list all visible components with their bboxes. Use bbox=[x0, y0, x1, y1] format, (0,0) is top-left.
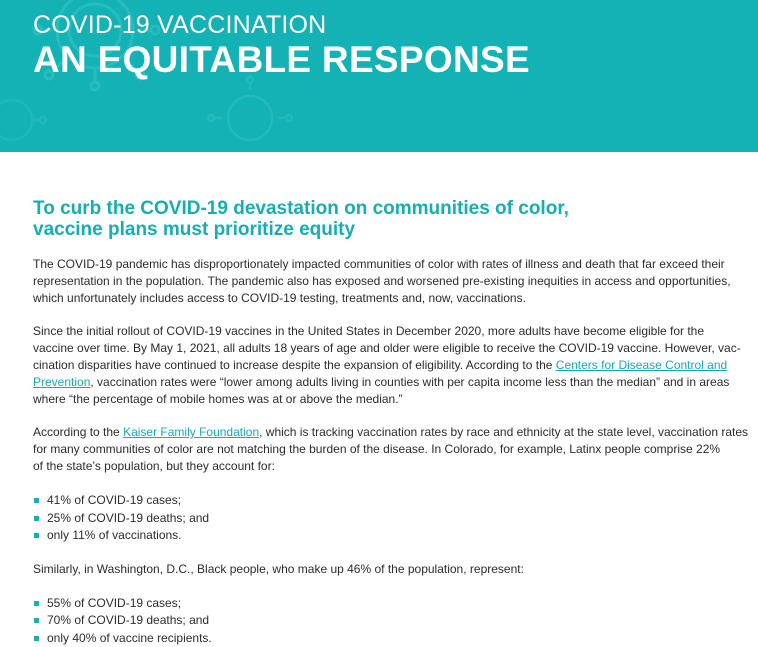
list-item-text: only 11% of vaccinations. bbox=[47, 528, 182, 542]
paragraph-line bbox=[33, 424, 713, 441]
bullet-square-icon bbox=[34, 618, 39, 623]
list-item-text: 70% of COVID-19 deaths; and bbox=[47, 613, 209, 627]
paragraph-line bbox=[33, 374, 713, 391]
list-item-text: 25% of COVID-19 deaths; and bbox=[47, 511, 209, 525]
article-headline bbox=[33, 198, 713, 240]
list-item-text: 55% of COVID-19 cases; bbox=[47, 596, 181, 610]
paragraph-line: of the state’s population, but they account for: bbox=[33, 458, 713, 475]
paragraph-text: , which is tracking vaccination rates by race and ethnicity at the state level, vaccination rates bbox=[259, 425, 748, 439]
banner-title: AN EQUITABLE RESPONSE bbox=[33, 39, 530, 81]
paragraph-text: cination disparities have continued to increase despite the expansion of eligibility. According to the bbox=[33, 358, 556, 372]
bullet-square-icon bbox=[34, 498, 39, 503]
paragraph-rollout bbox=[33, 323, 713, 408]
paragraph-line: which unfortunately includes access to COVID-19 testing, treatments and, now, vaccinations. bbox=[33, 290, 713, 307]
paragraph-intro bbox=[33, 256, 713, 307]
paragraph-line: representation in the population. The pandemic also has exposed and worsened pre-existing inequities in access and opportunities, bbox=[33, 273, 713, 290]
list-item bbox=[33, 510, 713, 528]
colorado-stats-list bbox=[33, 492, 713, 545]
cdc-link-continued[interactable]: Prevention bbox=[33, 375, 90, 389]
list-item bbox=[33, 527, 713, 545]
paragraph-line: vaccine over time. By May 1, 2021, all adults 18 years of age and older were eligible to receive the COVID-19 vaccine. However, vac- bbox=[33, 340, 713, 357]
list-item-text: only 40% of vaccine recipients. bbox=[47, 631, 212, 645]
paragraph-line bbox=[33, 357, 713, 374]
paragraph-line: for many communities of color are not matching the burden of the disease. In Colorado, for example, Latinx people comprise 22% bbox=[33, 441, 713, 458]
paragraph-colorado bbox=[33, 424, 713, 475]
paragraph-text: According to the bbox=[33, 425, 123, 439]
bullet-square-icon bbox=[34, 533, 39, 538]
list-item bbox=[33, 492, 713, 510]
paragraph-line: The COVID-19 pandemic has disproportionately impacted communities of color with rates of illness and death that far exceed their bbox=[33, 256, 713, 273]
list-item bbox=[33, 612, 713, 630]
washington-stats-list bbox=[33, 595, 713, 647]
header-banner bbox=[0, 0, 758, 152]
headline-line-2: vaccine plans must prioritize equity bbox=[33, 219, 713, 240]
paragraph-line: Since the initial rollout of COVID-19 vaccines in the United States in December 2020, more adults have become eligible for the bbox=[33, 323, 713, 340]
kff-link[interactable]: Kaiser Family Foundation bbox=[123, 425, 259, 439]
headline-line-1: To curb the COVID-19 devastation on communities of color, bbox=[33, 198, 713, 219]
bullet-square-icon bbox=[34, 516, 39, 521]
paragraph-washington: Similarly, in Washington, D.C., Black people, who make up 46% of the population, represent: bbox=[33, 561, 713, 578]
paragraph-line: where “the percentage of mobile homes was at or above the median.” bbox=[33, 391, 713, 408]
list-item bbox=[33, 595, 713, 613]
article-body bbox=[33, 198, 713, 647]
list-item-text: 41% of COVID-19 cases; bbox=[47, 493, 181, 507]
list-item bbox=[33, 630, 713, 647]
bullet-square-icon bbox=[34, 601, 39, 606]
banner-subtitle: COVID-19 VACCINATION bbox=[33, 11, 326, 40]
cdc-link[interactable]: Centers for Disease Control and bbox=[556, 358, 727, 372]
bullet-square-icon bbox=[34, 636, 39, 641]
paragraph-text: , vaccination rates were “lower among adults living in counties with per capita income less than the median” and in areas bbox=[90, 375, 729, 389]
